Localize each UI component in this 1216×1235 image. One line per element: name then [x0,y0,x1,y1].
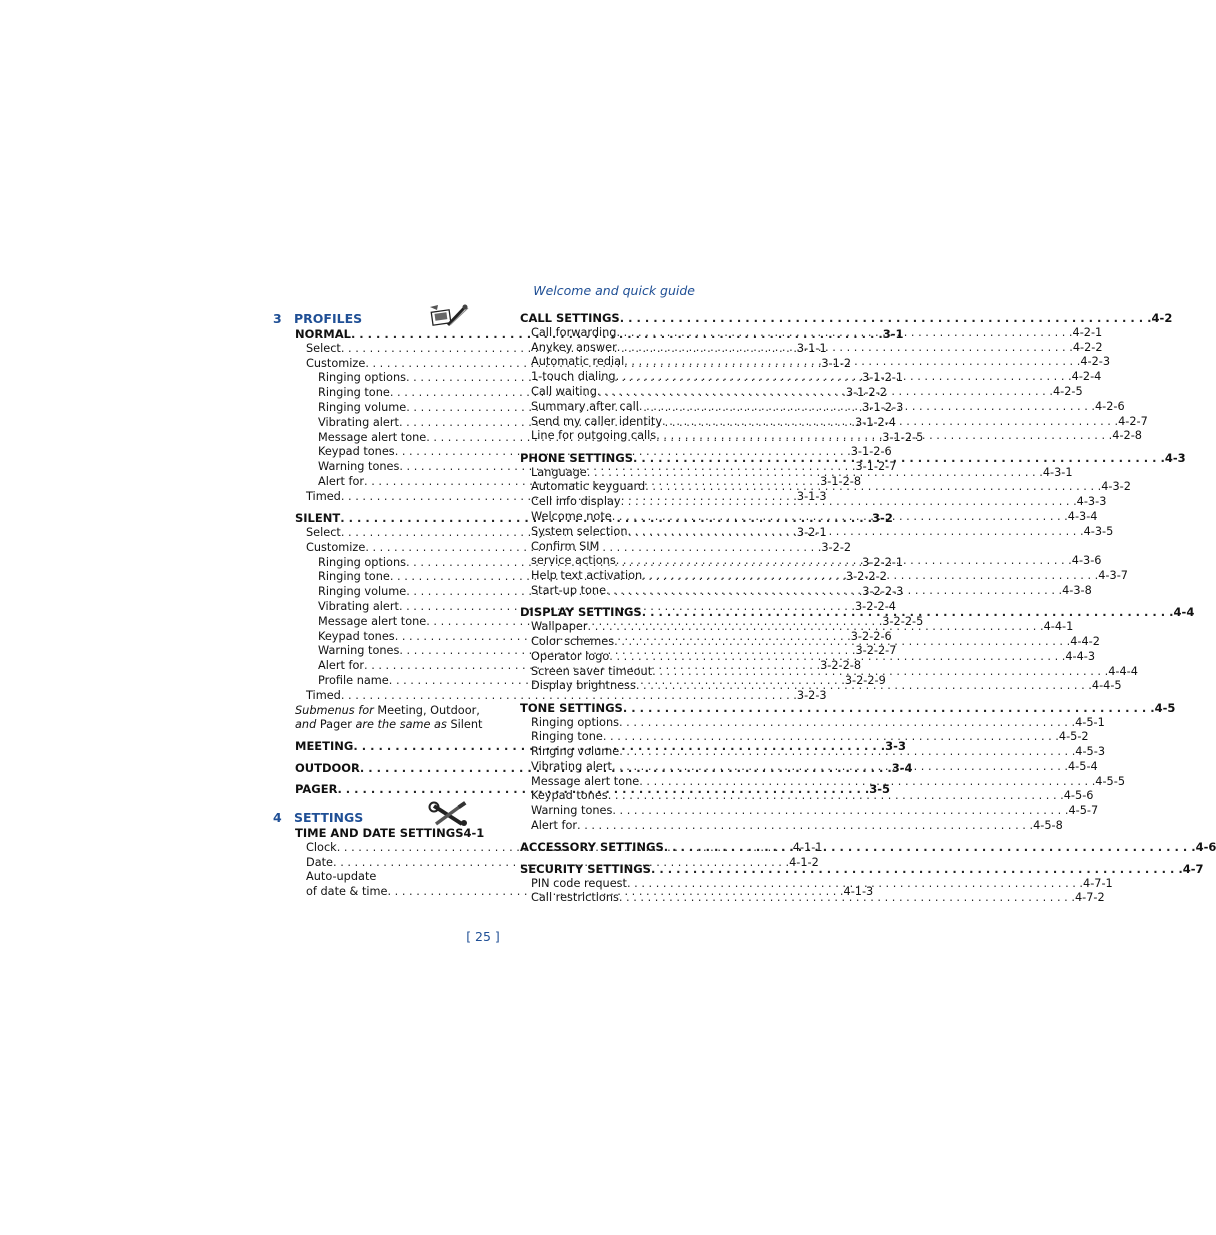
entry-page: 4-1-2 [789,855,819,869]
dot-leader [623,701,1155,716]
entry-label: Select [306,525,341,539]
dot-leader [616,370,1072,385]
chapter-title: PROFILES [294,311,363,326]
entry-label: Color schemes [531,634,615,648]
entry-page: 3-3 [885,739,906,754]
entry-label: Ringing options [531,715,619,729]
entry-page: 4-5-2 [1058,730,1089,744]
entry-page: 4-3 [1164,450,1186,465]
dot-leader [597,385,1053,400]
entry-page: 4-5 [1154,700,1176,715]
toc-entry[interactable] [273,688,827,704]
entry-label: Vibrating alert [318,415,399,429]
entry-page: 4-3-3 [1076,495,1107,509]
note-term: Pager [319,718,352,732]
entry-label: Customize [306,356,366,370]
entry-label: CALL SETTINGS [520,311,620,325]
entry-page: 3-2-2-9 [844,673,886,687]
entry-label: Warning tones [318,460,400,474]
entry-page: 3-2-2-6 [850,629,892,643]
entry-page: 4-7-1 [1083,876,1113,890]
toc-entry[interactable] [273,870,470,885]
entry-label: Ringing options [318,371,406,385]
entry-label: of date & time [306,885,388,899]
entry-page: 3-1-2-5 [882,430,924,444]
entry-page: 3-1-2-4 [855,415,896,429]
entry-page: 4-1-3 [843,885,874,899]
entry-page: 4-4-4 [1108,664,1138,678]
dot-leader [639,775,1095,790]
entry-page: 4-3-6 [1071,554,1102,568]
entry-page: 3-1-2-3 [862,400,904,414]
page-number: [ 25 ] [466,929,500,944]
entry-page: 3-2-2-7 [855,644,897,658]
entry-page: 4-2-8 [1112,429,1142,443]
entry-label: Vibrating alert [531,759,612,773]
toc-entry[interactable] [520,804,1099,819]
dot-leader [636,679,1092,694]
entry-label: DISPLAY SETTINGS [520,605,642,620]
entry-label: Screen saver timeout [531,664,653,678]
entry-label: Message alert tone [318,430,427,444]
entry-page: 3-2-2-4 [855,599,896,613]
note-term: Silent [450,718,483,732]
entry-page: 4-2-6 [1094,399,1125,413]
entry-page: 4-7 [1182,861,1204,876]
dot-leader [617,341,1073,356]
entry-label: ACCESSORY SETTINGS [520,840,664,855]
dot-leader [651,862,1183,877]
entry-page: 4-2-2 [1072,340,1103,354]
entry-label: Anykey answer [531,340,617,354]
entry-label: Auto-update [306,870,377,884]
entry-page: 4-2 [1151,311,1173,325]
note-text: Submenus for [295,703,378,717]
dot-leader [664,840,1196,855]
dot-leader [606,584,1062,599]
entry-label: Ringing volume [531,745,620,759]
entry-label: Send my caller identity [531,414,663,428]
entry-label: Vibrating alert [318,599,399,613]
entry-page: 4-2-7 [1118,414,1148,428]
dot-leader [616,326,1072,341]
entry-page: 4-3-7 [1098,569,1128,583]
entry-page: 4-7-2 [1074,891,1105,905]
entry-label: Confirm SIM [531,539,600,553]
entry-page: 3-1-3 [796,489,827,503]
entry-page: 3-1-2 [821,356,852,370]
dot-leader [603,730,1059,745]
entry-label: SILENT [295,511,341,526]
dot-leader [614,635,1070,650]
note-text: , [422,703,431,717]
running-header: Welcome and quick guide [533,283,695,298]
entry-page: 4-4-2 [1070,634,1100,648]
entry-page: 4-2-1 [1072,325,1103,339]
entry-page: 3-1-1 [796,341,827,355]
entry-label: service actions [531,554,616,568]
entry-page: 4-6 [1195,840,1216,855]
submenu-note [273,703,480,719]
dot-leader [612,510,1068,525]
entry-label: Date [306,855,334,869]
entry-page: 4-5-4 [1068,759,1098,773]
dot-leader [587,466,1043,481]
dot-leader [621,495,1077,510]
entry-page: 4-1-1 [792,840,823,854]
entry-page: 3-2-2-8 [820,659,862,673]
entry-page: 4-3-5 [1083,524,1114,538]
entry-label: TONE SETTINGS [520,700,623,715]
chapter-heading-settings[interactable] [273,810,470,826]
entry-page: 3-1-2-7 [855,460,897,474]
dot-leader [608,789,1064,804]
entry-page: 4-4-1 [1043,620,1074,634]
entry-label: System selection [531,524,628,538]
entry-page: 4-3-1 [1042,465,1073,479]
entry-page: 3-1-2-2 [845,386,887,400]
entry-page: 4-5-1 [1075,715,1105,729]
entry-label: Wallpaper [531,620,588,634]
entry-page: 3-2-2-3 [862,585,904,599]
entry-label: Ringing tone [318,570,390,584]
entry-page: 4-5-8 [1033,819,1063,833]
entry-label: Keypad tones [318,629,395,643]
entry-label: Help text activation [531,569,643,583]
entry-label: Select [306,341,341,355]
dot-leader [616,554,1072,569]
entry-label: Warning tones [318,644,400,658]
chapter-number: 3 [273,311,282,326]
entry-label: Call restrictions [531,891,619,905]
note-text: , [476,703,480,717]
chapter-number: 4 [273,810,282,826]
entry-label: NORMAL [295,327,351,341]
entry-label: Alert for [531,819,578,833]
entry-label: Timed [306,688,341,702]
entry-label: Keypad tones [318,445,395,459]
toc-entry[interactable] [520,540,695,555]
entry-page: 4-5-6 [1063,789,1094,803]
entry-page: 4-1 [463,826,485,841]
entry-page: 4-4 [1173,605,1195,620]
dot-leader [652,665,1108,680]
entry-page: 4-3-2 [1101,480,1131,494]
settings-icon [428,802,470,828]
note-text: and [295,718,320,732]
note-term: Meeting [377,703,423,717]
entry-label: SECURITY SETTINGS [520,861,651,876]
entry-page: 4-4-3 [1065,649,1096,663]
dot-leader [619,745,1075,760]
entry-label: PHONE SETTINGS [520,450,634,465]
entry-label: Keypad tones [531,789,608,803]
entry-label: Automatic redial [531,355,625,369]
profiles-icon [428,303,470,329]
entry-page: 4-3-4 [1067,509,1098,523]
dot-leader [656,429,1112,444]
entry-label: PAGER [295,782,338,797]
entry-page: 3-2-2-5 [882,614,924,628]
entry-label: OUTDOOR [295,760,360,775]
dot-leader [609,650,1065,665]
entry-label: Line for outgoing calls [531,429,657,443]
entry-page: 3-2-2 [821,540,852,554]
entry-page: 4-2-5 [1052,384,1083,398]
dot-leader [642,569,1098,584]
dot-leader [639,400,1095,415]
chapter-title: SETTINGS [294,810,364,826]
dot-leader [633,451,1165,466]
dot-leader [612,760,1068,775]
note-text: are the same as [351,718,451,732]
toc-entry[interactable] [520,311,1173,326]
entry-label: Ringing tone [531,730,603,744]
entry-label: Ringing tone [318,386,390,400]
entry-page: 3-2-2-1 [862,555,904,569]
entry-label: Operator logo [531,649,610,663]
entry-page: 3-2-3 [796,688,827,702]
entry-label: Summary after call [531,399,639,413]
entry-label: Language [531,465,587,479]
toc-entry[interactable] [520,715,1105,731]
entry-page: 3-2 [872,511,893,526]
entry-page: 3-1-2-6 [850,445,892,459]
toc-entry[interactable] [520,700,1176,716]
entry-page: 3-2-1 [796,525,827,539]
entry-label: PIN code request [531,876,627,890]
entry-label: Customize [306,540,366,554]
toc-entry[interactable] [273,826,485,841]
entry-label: Timed [306,489,341,503]
submenu-note [273,718,483,733]
entry-label: Cell info display [531,495,621,509]
entry-label: Ringing volume [318,585,407,599]
entry-label: Message alert tone [318,614,427,628]
entry-page: 3-5 [869,782,891,797]
dot-leader [642,605,1174,620]
entry-label: Welcome note [531,509,612,523]
toc-entry[interactable] [520,730,1089,745]
dot-leader [628,525,1084,540]
dot-leader [588,620,1044,635]
dot-leader [619,716,1075,731]
entry-label: Ringing volume [318,400,407,414]
entry-page: 3-1-2-8 [820,474,862,488]
entry-page: 4-2-3 [1080,355,1111,369]
entry-label: Clock [306,840,337,854]
dot-leader [612,804,1068,819]
dot-leader [619,891,1075,906]
entry-page: 3-4 [891,760,913,775]
dot-leader [662,415,1118,430]
entry-label: 1-touch dialing [531,370,616,384]
dot-leader [627,877,1083,892]
entry-label: Start-up tone [531,583,607,597]
dot-leader [577,819,1033,834]
entry-page: 4-4-5 [1091,679,1122,693]
entry-page: 3-2-2-2 [845,570,887,584]
entry-page: 4-5-3 [1075,745,1106,759]
dot-leader [645,480,1101,495]
entry-label: Warning tones [531,804,613,818]
entry-page: 4-5-5 [1095,774,1126,788]
entry-page: 3-1 [882,327,904,341]
entry-page: 3-1-2-1 [862,371,904,385]
entry-label: MEETING [295,739,354,754]
toc-entry[interactable] [520,819,1063,834]
entry-label: Ringing options [318,555,406,569]
entry-label: Message alert tone [531,774,640,788]
note-term: Outdoor [430,703,477,717]
entry-label: Display brightness [531,679,636,693]
chapter-heading-profiles[interactable] [273,311,470,327]
entry-label: TIME AND DATE SETTINGS [295,826,464,841]
entry-page: 4-5-7 [1068,804,1099,818]
entry-page: 4-2-4 [1071,370,1102,384]
dot-leader [620,311,1152,326]
dot-leader [624,355,1080,370]
entry-label: Automatic keyguard [531,480,646,494]
entry-label: Alert for [318,474,365,488]
entry-label: Alert for [318,659,365,673]
entry-page: 4-3-8 [1062,583,1092,597]
entry-label: Call forwarding [531,325,617,339]
entry-label: Profile name [318,673,389,687]
entry-label: Call waiting [531,384,597,398]
